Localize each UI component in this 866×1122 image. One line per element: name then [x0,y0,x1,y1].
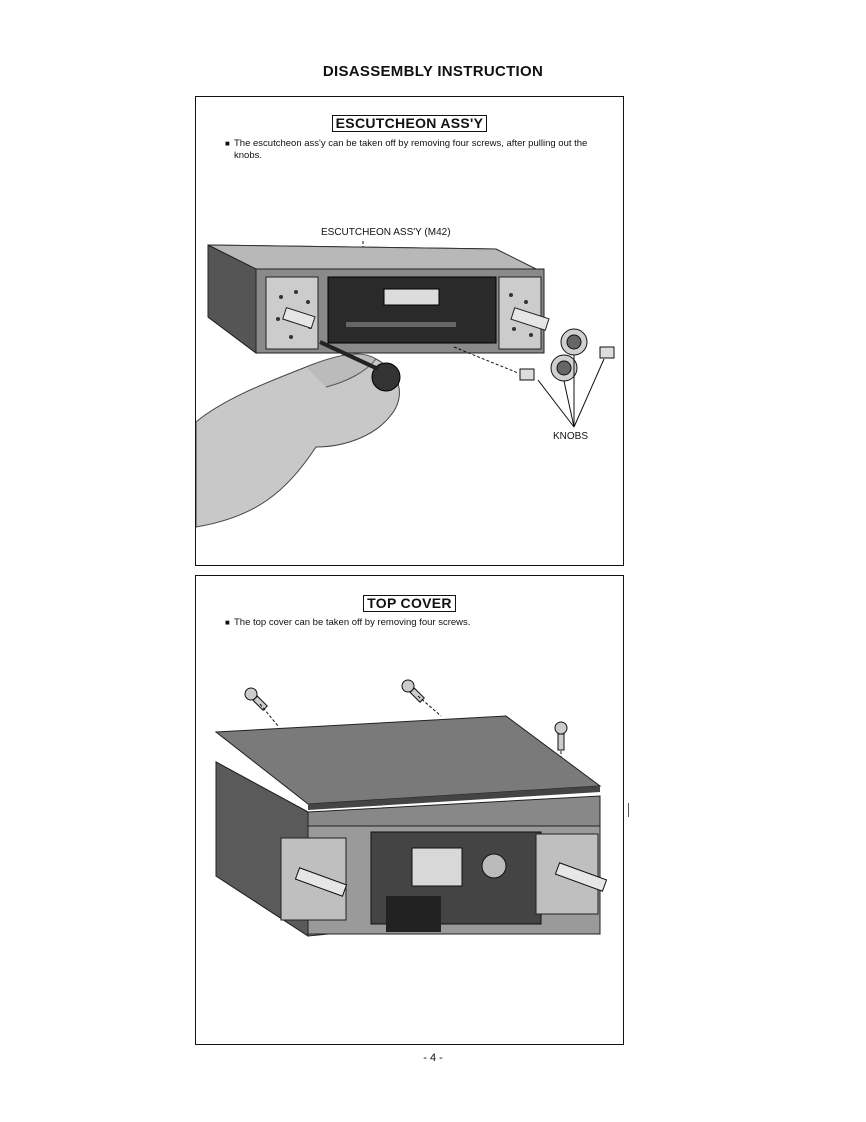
top-cover-section [195,575,624,1045]
escutcheon-illustration [196,97,623,565]
escutcheon-heading: ESCUTCHEON ASS'Y [332,115,488,132]
page-title: DISASSEMBLY INSTRUCTION [322,63,544,80]
escutcheon-note-text: The escutcheon ass'y can be taken off by removing four screws, after pulling out the knobs. [234,138,588,161]
top-cover-illustration [196,576,623,1044]
page-number: - 4 - [423,1052,443,1064]
top-cover-note-text: The top cover can be taken off by removing four screws. [234,617,471,628]
bullet-icon: ■ [225,618,230,627]
knobs-callout: KNOBS [553,431,589,442]
top-cover-heading: TOP COVER [363,595,456,612]
margin-mark [628,803,629,817]
bullet-icon: ■ [225,139,230,148]
escutcheon-section [195,96,624,566]
escutcheon-callout: ESCUTCHEON ASS'Y (M42) [321,227,451,238]
